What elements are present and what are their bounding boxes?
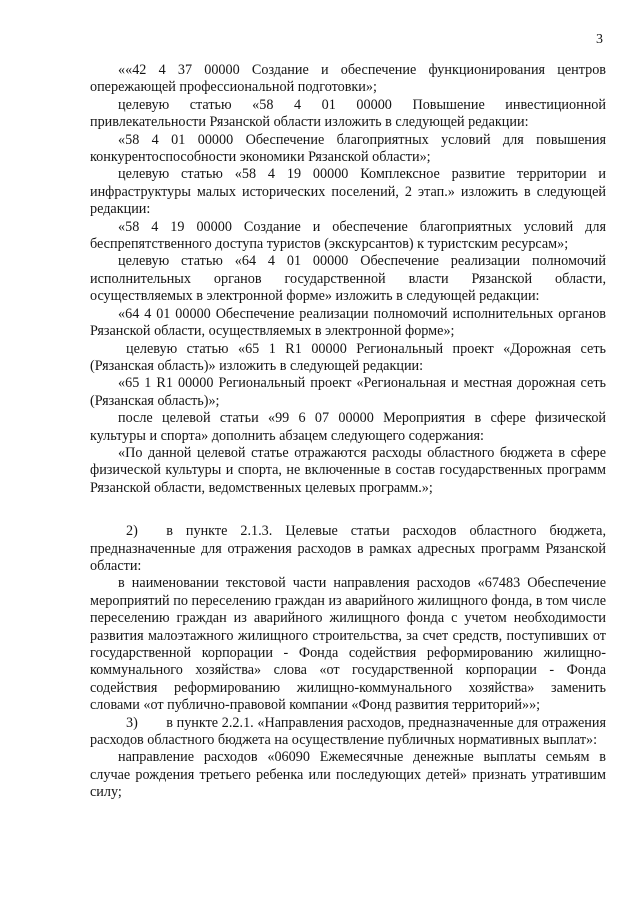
- paragraph: «58 4 01 00000 Обеспечение благоприятных условий для повышения конкурентоспособности экономики Рязанской области»;: [90, 131, 606, 166]
- paragraph: «58 4 19 00000 Создание и обеспечение благоприятных условий для беспрепятственного доступа туристов (экскурсантов) к туристским ресурсам»;: [90, 218, 606, 253]
- list-item: 3) в пункте 2.2.1. «Направления расходов, предназначенные для отражения расходов областного бюджета на осуществление публичных нормативных выплат»:: [90, 714, 606, 749]
- list-item: 2) в пункте 2.1.3. Целевые статьи расходов областного бюджета, предназначенные для отражения расходов в рамках адресных программ Рязанской области:: [90, 523, 606, 574]
- paragraph: целевую статью «64 4 01 00000 Обеспечение реализации полномочий исполнительных органов государственной власти Рязанской области, осуществляемых в электронной форме» изложить в следующей редакции:: [90, 253, 606, 305]
- paragraph: ««42 4 37 00000 Создание и обеспечение функционирования центров опережающей профессиональной подготовки»;: [90, 62, 606, 96]
- paragraph: целевую статью «58 4 01 00000 Повышение инвестиционной привлекательности Рязанской области изложить в следующей редакции:: [90, 96, 606, 131]
- paragraph: «65 1 R1 00000 Региональный проект «Региональная и местная дорожная сеть (Рязанская область)»;: [90, 375, 606, 409]
- paragraph: целевую статью «58 4 19 00000 Комплексное развитие территории и инфраструктуры малых исторических поселений, 2 этап.» изложить в следующей редакции:: [90, 166, 606, 218]
- paragraph: «64 4 01 00000 Обеспечение реализации полномочий исполнительных органов Рязанской области, осуществляемых в электронной форме»;: [90, 305, 606, 340]
- paragraph: «По данной целевой статье отражаются расходы областного бюджета в сфере физической культуры и спорта, не включенные в состав государственных программ Рязанской области, ведомственных целевых программ.»;: [90, 444, 606, 496]
- document-body: [90, 62, 606, 802]
- paragraph: в наименовании текстовой части направления расходов «67483 Обеспечение мероприятий по переселению граждан из аварийного жилищного фонда, в том числе переселению граждан из аварийного жилищного фонда с учетом необходимости развития малоэтажного жилищного строительства, за счет средств, поступивших от государственной корпорации - Фонда содействия реформированию жилищно-коммунального хозяйства» слова «от государственной корпорации - Фонда содействия реформированию жилищно-коммунального хозяйства» заменить словами «от публично-правовой компании «Фонд развития территорий»»;: [90, 575, 606, 714]
- paragraph: направление расходов «06090 Ежемесячные денежные выплаты семьям в случае рождения третьего ребенка или последующих детей» признать утратившим силу;: [90, 749, 606, 801]
- page-number: 3: [596, 32, 603, 47]
- paragraph: после целевой статьи «99 6 07 00000 Мероприятия в сфере физической культуры и спорта» дополнить абзацем следующего содержания:: [90, 410, 606, 444]
- paragraph: целевую статью «65 1 R1 00000 Региональный проект «Дорожная сеть (Рязанская область)» изложить в следующей редакции:: [90, 340, 606, 374]
